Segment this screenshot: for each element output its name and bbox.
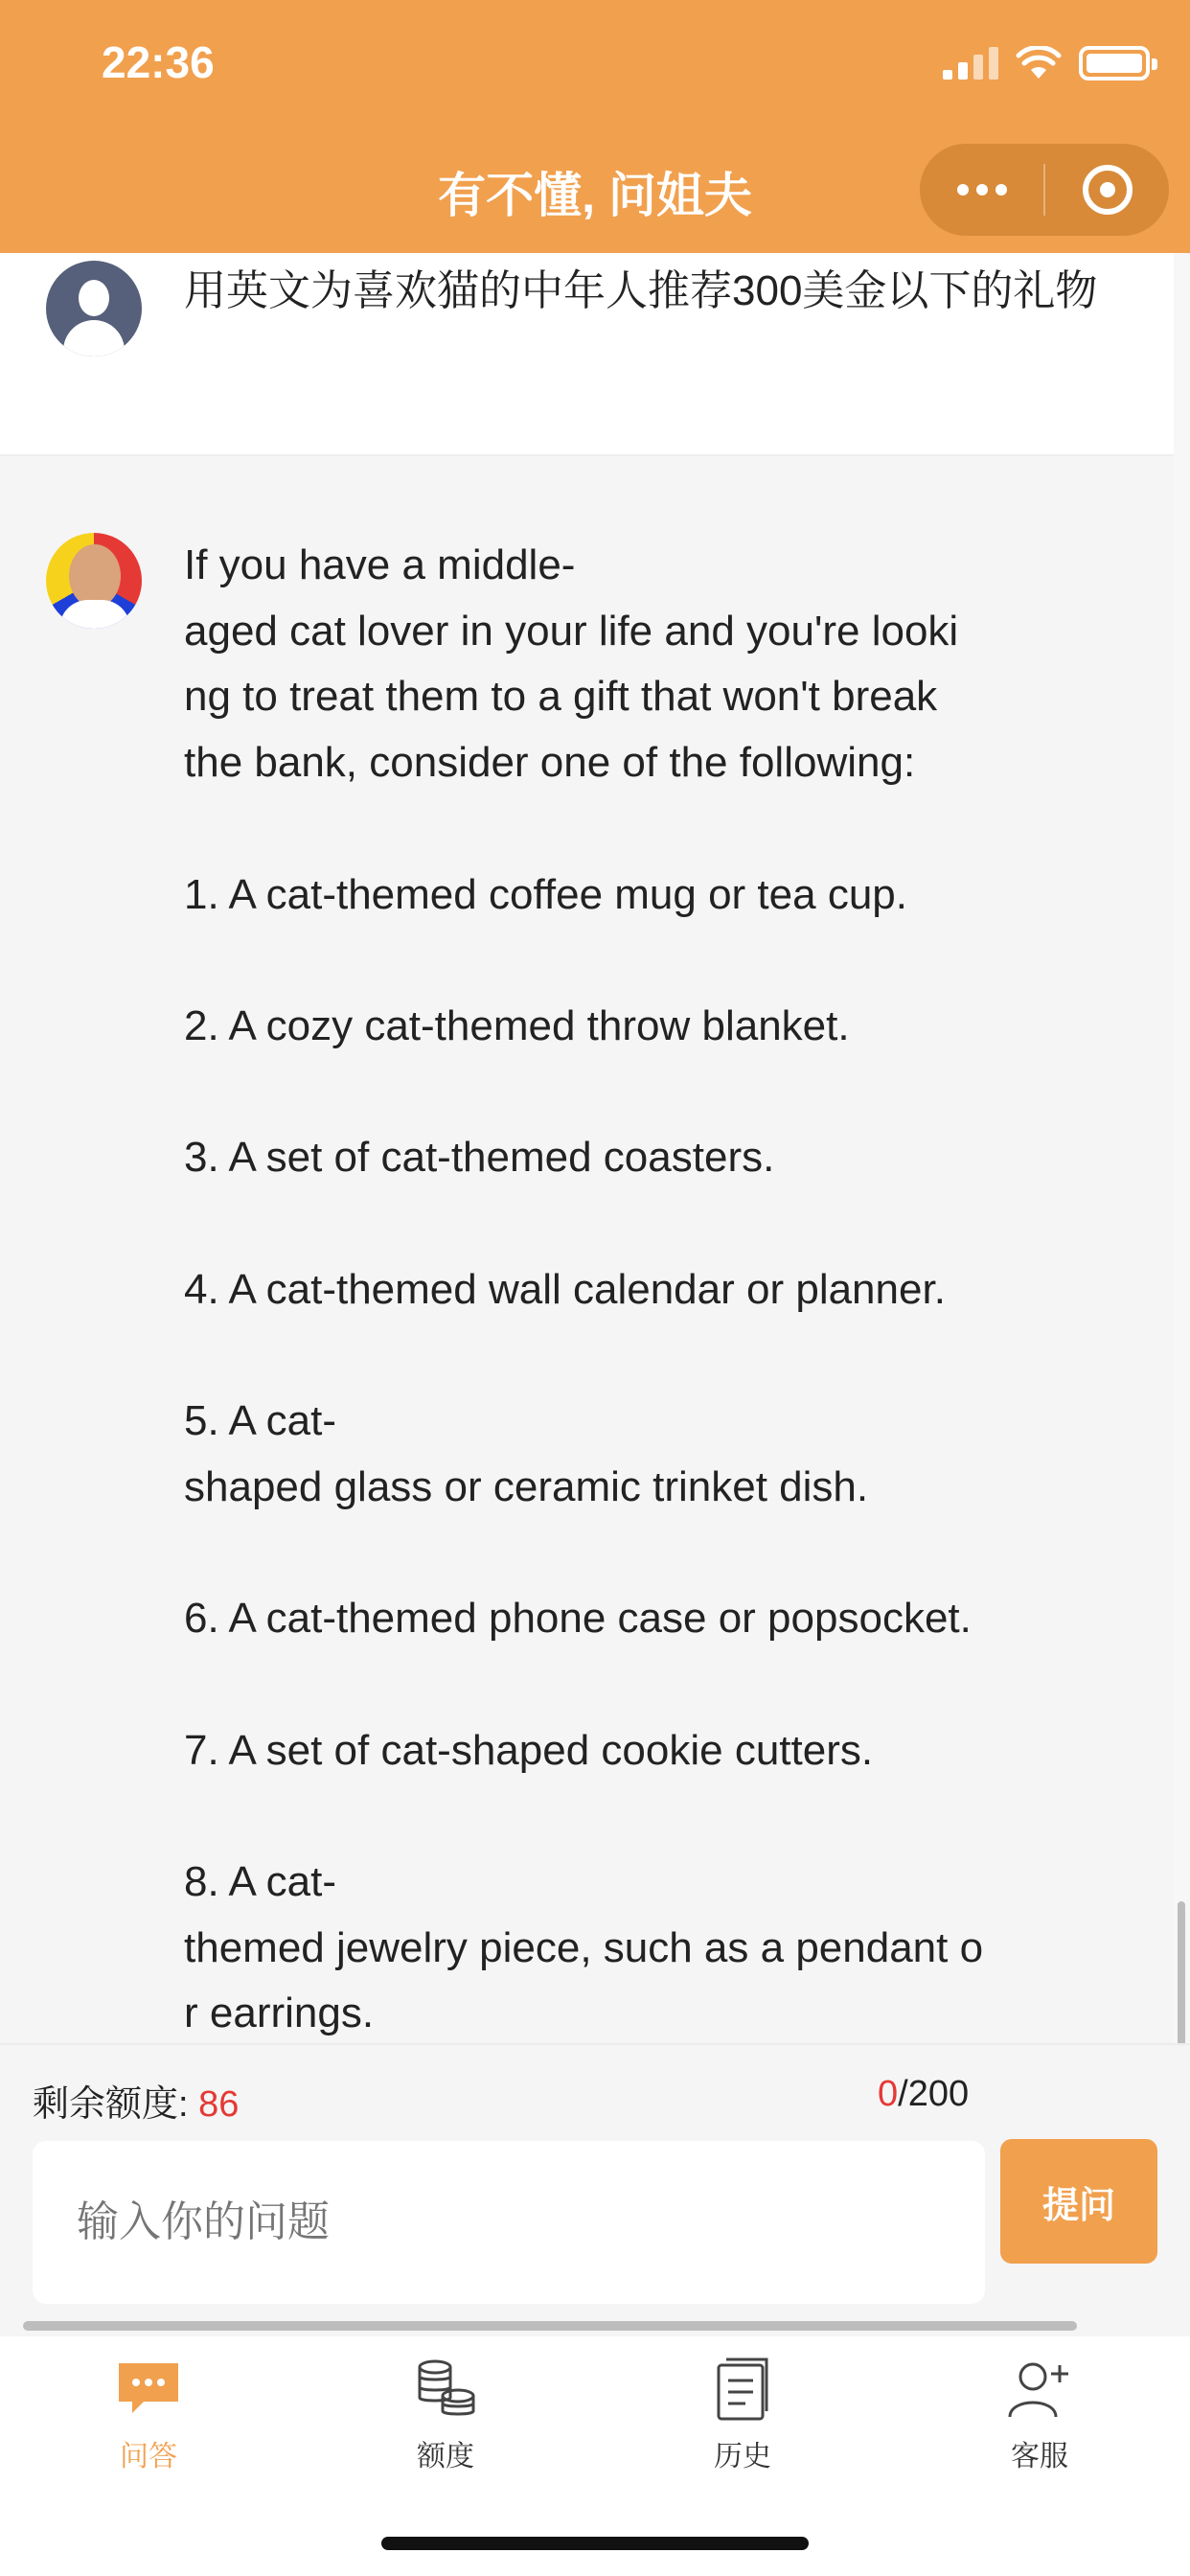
status-icons	[943, 46, 1150, 80]
user-message-text: 用英文为喜欢猫的中年人推荐300美金以下的礼物	[184, 267, 1098, 314]
home-indicator	[381, 2537, 809, 2550]
bot-message-line	[184, 796, 1123, 862]
quota-value: 86	[198, 2084, 240, 2125]
bot-message-line: 8. A cat-	[184, 1857, 336, 1905]
add-user-icon	[1006, 2356, 1073, 2423]
question-input[interactable]	[33, 2141, 985, 2304]
coins-icon	[412, 2356, 479, 2423]
ask-button[interactable]: 提问	[1000, 2139, 1157, 2264]
more-dots-icon	[957, 184, 1007, 196]
page-title: 有不懂, 问姐夫	[438, 169, 752, 222]
char-counter	[878, 2074, 969, 2115]
target-icon	[1083, 165, 1133, 215]
bot-message-line	[184, 1060, 1123, 1126]
tab-history[interactable]	[647, 2356, 838, 2499]
document-icon	[709, 2356, 776, 2423]
bot-message-line	[184, 1191, 1123, 1257]
bot-message-line: the bank, consider one of the following:	[184, 739, 916, 787]
mini-program-capsule	[920, 144, 1169, 236]
char-count-current: 0	[878, 2074, 899, 2114]
close-button[interactable]	[1045, 144, 1169, 236]
bot-message-line: 1. A cat-themed coffee mug or tea cup.	[184, 870, 907, 918]
bot-message-line	[184, 928, 1123, 994]
bot-message-line: 6. A cat-themed phone case or popsocket.	[184, 1595, 972, 1643]
top-bar	[0, 0, 1190, 253]
bot-message-line: 2. A cozy cat-themed throw blanket.	[184, 1001, 850, 1049]
bot-message-line: r earrings.	[184, 1990, 375, 2037]
more-button[interactable]	[920, 144, 1043, 236]
tab-label: 问答	[120, 2441, 177, 2472]
quota-info	[33, 2074, 239, 2127]
bot-message	[0, 456, 1174, 2043]
wifi-icon	[1016, 46, 1062, 80]
bot-message-line	[184, 1520, 1123, 1586]
bot-message-line: shaped glass or ceramic trinket dish.	[184, 1462, 869, 1510]
bot-message-line: themed jewelry piece, such as a pendant o	[184, 1923, 984, 1971]
battery-icon	[1079, 46, 1150, 80]
bot-message-line: If you have a middle-	[184, 541, 576, 588]
tab-service[interactable]	[944, 2356, 1135, 2499]
horizontal-scrollbar[interactable]	[23, 2321, 1077, 2331]
bot-message-line	[184, 1783, 1123, 1850]
tab-label: 历史	[714, 2441, 771, 2472]
tab-label: 客服	[1011, 2441, 1068, 2472]
input-panel	[0, 2043, 1190, 2336]
signal-icon	[943, 47, 998, 80]
tab-quota[interactable]	[350, 2356, 541, 2499]
bot-message-text	[184, 533, 1123, 2043]
user-message	[0, 253, 1174, 456]
bot-message-line	[184, 1652, 1123, 1718]
chat-area[interactable]	[0, 253, 1174, 2043]
tab-qa[interactable]	[53, 2356, 244, 2499]
char-count-max: /200	[898, 2074, 970, 2114]
bot-avatar	[46, 533, 142, 629]
bot-message-line: 4. A cat-themed wall calendar or planner.	[184, 1265, 946, 1313]
quota-label: 剩余额度:	[33, 2084, 199, 2125]
user-avatar	[46, 261, 142, 356]
bot-message-line: 3. A set of cat-themed coasters.	[184, 1134, 775, 1182]
bot-message-line: ng to treat them to a gift that won't break	[184, 673, 938, 721]
status-time: 22:36	[102, 37, 215, 87]
bot-message-line: 7. A set of cat-shaped cookie cutters.	[184, 1726, 874, 1774]
tab-label: 额度	[417, 2441, 474, 2472]
bot-message-line: aged cat lover in your life and you're looki	[184, 607, 959, 655]
bot-message-line	[184, 1322, 1123, 1389]
chat-scrollbar[interactable]	[1174, 253, 1190, 2043]
chat-icon	[115, 2356, 182, 2423]
bot-message-line: 5. A cat-	[184, 1397, 336, 1445]
